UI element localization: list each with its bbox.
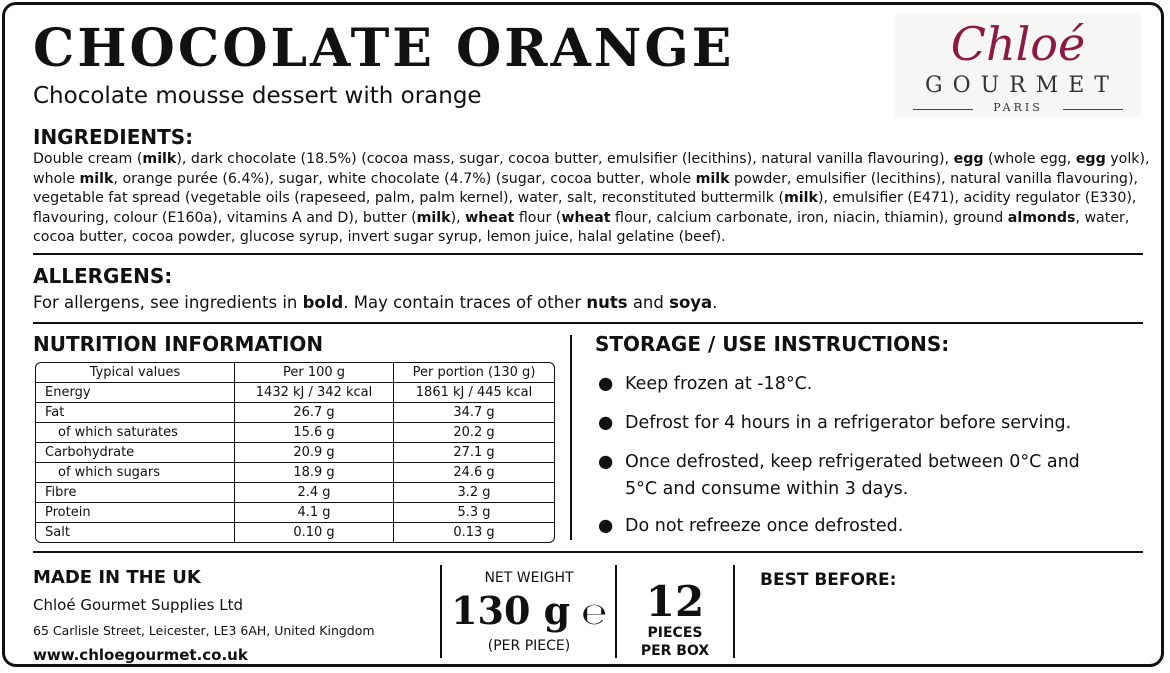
logo-rule-right [1063,109,1123,110]
per-portion-value: 24.6 g [394,463,554,483]
ingredients-text [33,150,1163,248]
best-before-label: BEST BEFORE: [760,570,897,590]
bullet-icon: ● [598,516,614,536]
net-weight [442,587,616,635]
nutrition-heading: NUTRITION INFORMATION [33,332,324,356]
table-row [36,403,554,423]
allergen-highlight: milk [695,170,730,187]
per-100g-value: 4.1 g [235,503,394,523]
per-portion-value: 34.7 g [394,403,554,423]
allergen-highlight: almonds [1007,209,1076,226]
per-100g-value: 20.9 g [235,443,394,463]
per-100g-value: 15.6 g [235,423,394,443]
text-segment: (whole egg, [983,151,1076,167]
text-segment: , orange purée (6.4%), sugar, white chocolate (4.7%) (sugar, cocoa butter, whole [113,170,696,187]
pieces-count: 12 [645,577,705,626]
storage-heading: STORAGE / USE INSTRUCTIONS: [595,332,950,356]
allergen-highlight: nuts [586,293,628,312]
text-segment: For allergens, see ingredients in [33,293,303,312]
nutrient-name: Carbohydrate [36,443,235,463]
table-row [36,483,554,503]
website-link: www.chloegourmet.co.uk [33,646,248,664]
column-divider [570,335,572,540]
estimated-sign-icon: ℮ [581,597,607,632]
bullet-icon: ● [598,413,614,433]
per-100g-value: 26.7 g [235,403,394,423]
nutrient-name: of which sugars [36,463,235,483]
text-segment: , water, cocoa butter, cocoa powder, glucose syrup, invert sugar syrup, lemon juice, halal gelatine (beef). [33,209,1130,245]
per-portion-value: 20.2 g [394,423,554,443]
allergen-highlight: egg [1075,151,1106,167]
allergen-highlight: milk [79,170,114,187]
text-segment: flour, calcium carbonate, iron, niacin, thiamin), ground [610,209,1008,226]
table-row [36,503,554,523]
table-row [36,383,554,403]
nutrient-name: Energy [36,383,235,403]
product-title: CHOCOLATE ORANGE [33,18,735,79]
text-segment: flour ( [514,209,562,226]
text-segment: powder, emulsifier (lecithins), natural vanilla flavouring), vegetable fat spread (vegetable oils (rapeseed, palm, palm kernel), water, salt, reconstituted buttermilk ( [33,170,1138,206]
net-weight-label: NET WEIGHT [484,570,574,586]
allergen-highlight: milk [784,190,818,206]
table-row [36,423,554,443]
nutrient-name: Salt [36,523,235,542]
per-portion-value: 27.1 g [394,443,554,463]
column-header: Typical values [36,363,235,383]
allergens-heading: ALLERGENS: [33,264,173,288]
text-segment: ), emulsifier (E471), acidity regulator (E330), flavouring, colour (E160a), vitamins A and D), butter ( [33,190,1137,226]
per-portion-value: 1861 kJ / 445 kcal [394,383,554,403]
allergen-highlight: wheat [561,209,611,226]
per-portion-value: 5.3 g [394,503,554,523]
nutrition-table [35,362,555,543]
per-box-label: PER BOX [640,643,710,659]
text-segment: yolk), whole [33,151,1150,187]
pieces-label: PIECES [647,625,703,641]
per-piece-note: (PER PIECE) [487,638,571,654]
text-segment: . May contain traces of other [343,293,587,312]
net-weight-value: 130 g [451,588,571,633]
column-header: Per portion (130 g) [394,363,554,383]
per-100g-value: 1432 kJ / 342 kcal [235,383,394,403]
column-divider [733,565,735,658]
company-address: 65 Carlisle Street, Leicester, LE3 6AH, United Kingdom [33,623,375,638]
nutrient-name: of which saturates [36,423,235,443]
nutrient-name: Fibre [36,483,235,503]
column-header: Per 100 g [235,363,394,383]
origin-heading: MADE IN THE UK [33,567,201,588]
divider [33,551,1143,553]
bullet-icon: ● [598,452,614,472]
per-portion-value: 3.2 g [394,483,554,503]
table-row [36,523,554,542]
per-100g-value: 2.4 g [235,483,394,503]
company-name: Chloé Gourmet Supplies Ltd [33,596,243,614]
allergen-highlight: bold [302,293,344,312]
per-100g-value: 18.9 g [235,463,394,483]
logo-script-text: Chloé [950,17,1086,71]
text-segment: ), [450,209,466,226]
bullet-icon: ● [598,374,614,394]
allergen-highlight: milk [142,151,177,167]
text-segment: ), dark chocolate (18.5%) (cocoa mass, sugar, cocoa butter, emulsifier (lecithins), natural vanilla flavouring), [176,151,954,167]
product-label: CHOCOLATE ORANGE Chocolate mousse dessert with orange Chloé GOURMET PARIS INGREDIENTS: Double cream (milk), dark chocolate (18.5%) (cocoa mass, sugar, cocoa butter, emulsifier (lecithins), natural vanilla flavouring), egg (whole egg, egg yolk), whole milk, orange purée (6.4%), sugar, white chocolate (4.7%) (sugar, cocoa butter, whole milk powder, emulsifier (lecithins), natural vanilla flavouring), vegetable fat spread (vegetable oils (rapeseed, palm, palm kernel), water, salt, reconstituted buttermilk (milk), emulsifier (E471), acidity regulator (E330), flavouring, colour (E160a), vitamins A and D), butter (milk), wheat flour (wheat flour, calcium carbonate, iron, niacin, thiamin), ground almonds, water, cocoa butter, cocoa powder, glucose syrup, invert sugar syrup, lemon juice, halal gelatine (beef). ALLERGENS: For allergens, see ingredients in bold. May contain traces of other nuts and soya. NUTRITION INFORMATION Typical values Per 100 g Per portion (130 g) Energy 1432 kJ / 342 kcal 1861 kJ / 445 kcal Fat 26.7 g 34.7 g of which saturates 15.6 g 20.2 g Carbohydrate 20.9 g 27.1 g of which sugars 18.9 g 24.6 g Fibre 2.4 g 3.2 g Protein 4.1 g 5.3 g Salt 0.10 g 0.13 g STORAGE / USE INSTRUCTIONS: ● Keep frozen at -18°C. ● Defrost for 4 hours in a refrigerator before serving. ● Once defrosted, keep refrigerated between 0°C and 5°C and consume within 3 days. ● Do not refreeze once defrosted. MADE IN THE UK Chloé Gourmet Supplies Ltd 65 Carlisle Street, Leicester, LE3 6AH, United Kingdom www.chloegourmet.co.uk NET WEIGHT 130 g ℮ (PER PIECE) 12 PIECES PER BOX BEST BEFORE: [2,2,1164,667]
logo-city: PARIS [993,101,1043,114]
nutrient-name: Fat [36,403,235,423]
divider [33,253,1143,255]
product-subtitle: Chocolate mousse dessert with orange [33,83,482,109]
nutrition-header-row [36,363,554,383]
text-segment: . [712,293,718,312]
text-segment: Double cream ( [33,151,143,167]
text-segment: and [627,293,670,312]
brand-logo [895,13,1141,117]
per-portion-value: 0.13 g [453,525,495,540]
table-row [36,443,554,463]
logo-wordmark: GOURMET [925,73,1119,98]
ingredients-heading: INGREDIENTS: [33,125,194,149]
allergen-highlight: egg [953,151,984,167]
table-row [36,463,554,483]
divider [33,322,1143,324]
allergen-highlight: soya [669,293,713,312]
allergen-highlight: wheat [465,209,515,226]
allergen-highlight: milk [416,209,451,226]
allergens-text [33,291,717,315]
nutrient-name: Protein [36,503,235,523]
per-100g-value: 0.10 g [235,523,394,542]
